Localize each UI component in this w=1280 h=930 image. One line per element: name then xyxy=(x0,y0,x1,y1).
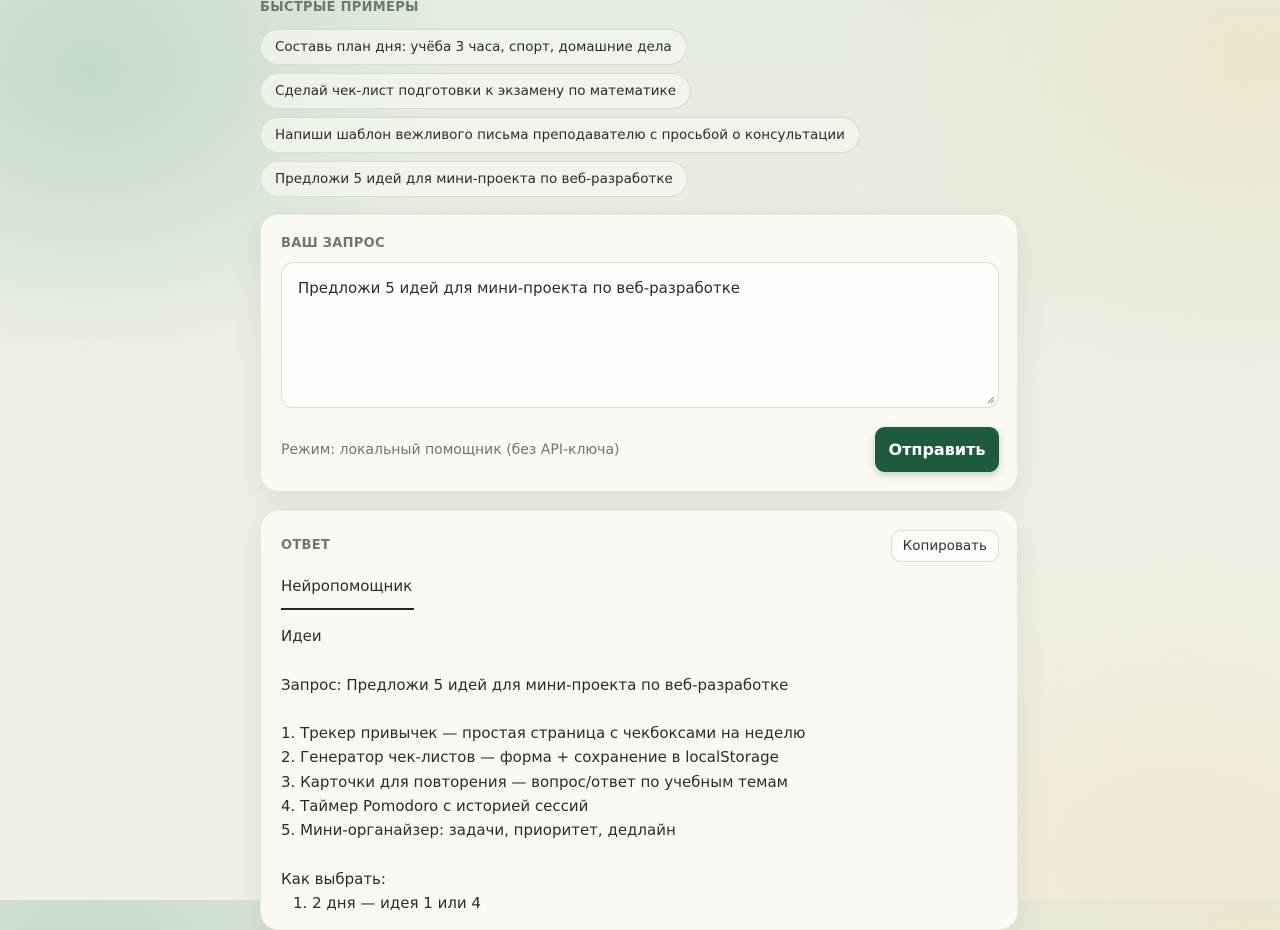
mode-status-text: Режим: локальный помощник (без API-ключа) xyxy=(281,442,620,458)
quick-examples-label: БЫСТРЫЕ ПРИМЕРЫ xyxy=(260,0,419,15)
answer-idea-item: 4. Таймер Pomodoro с историей сессий xyxy=(281,797,589,816)
answer-card xyxy=(260,510,1018,930)
quick-example-chip[interactable]: Напиши шаблон вежливого письма преподавателю с просьбой о консультации xyxy=(260,117,860,153)
answer-idea-item: 1. Трекер привычек — простая страница с чекбоксами на неделю xyxy=(281,724,806,743)
quick-example-chip[interactable]: Сделай чек-лист подготовки к экзамену по математике xyxy=(260,73,691,109)
answer-idea-item: 2. Генератор чек-листов — форма + сохранение в localStorage xyxy=(281,748,779,767)
answer-how-to-choose: Как выбрать: xyxy=(281,869,386,888)
answer-label: ОТВЕТ xyxy=(281,538,331,553)
answer-heading: Идеи xyxy=(281,627,322,645)
quick-example-chip[interactable]: Составь план дня: учёба 3 часа, спорт, домашние дела xyxy=(260,29,687,65)
query-input-value: Предложи 5 идей для мини-проекта по веб-разработке xyxy=(298,279,740,297)
answer-idea-item: 3. Карточки для повторения — вопрос/ответ по учебным темам xyxy=(281,772,788,791)
copy-button[interactable]: Копировать xyxy=(891,530,999,562)
quick-examples-list xyxy=(260,29,860,205)
send-button[interactable]: Отправить xyxy=(875,427,999,472)
answer-text xyxy=(281,624,1001,916)
quick-example-chip[interactable]: Предложи 5 идей для мини-проекта по веб-разработке xyxy=(260,161,688,197)
answer-request-line: Запрос: Предложи 5 идей для мини-проекта по веб-разработке xyxy=(281,675,789,694)
answer-choice-item: 1. 2 дня — идея 1 или 4 xyxy=(293,894,481,913)
query-input[interactable] xyxy=(281,262,999,408)
answer-idea-item: 5. Мини-органайзер: задачи, приоритет, дедлайн xyxy=(281,821,676,840)
query-label: ВАШ ЗАПРОС xyxy=(281,236,385,251)
resize-handle-icon[interactable] xyxy=(987,396,995,404)
tab-assistant[interactable]: Нейропомощник xyxy=(281,577,414,610)
query-card xyxy=(260,214,1018,492)
